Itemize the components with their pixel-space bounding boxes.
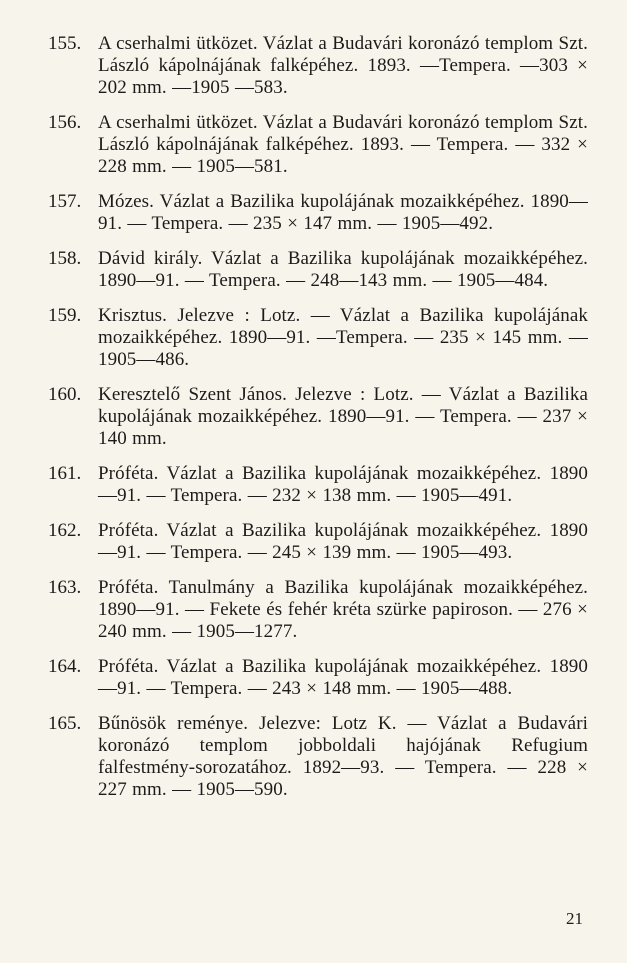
catalog-entry bbox=[48, 33, 588, 99]
catalog-entry bbox=[48, 577, 588, 643]
entry-number: 156. bbox=[48, 112, 82, 133]
entry-text: Krisztus. Jelezve : Lotz. — Vázlat a Bazilika kupolájának mozaikképéhez. 1890—91. —Tempera. — 235 × 145 mm. — 1905—486. bbox=[98, 305, 588, 370]
catalog-entry bbox=[48, 520, 588, 564]
catalog-entry bbox=[48, 463, 588, 507]
catalog-entry bbox=[48, 713, 588, 801]
catalog-entry bbox=[48, 112, 588, 178]
entry-number: 158. bbox=[48, 248, 82, 269]
page-number: 21 bbox=[566, 909, 583, 928]
catalog-entry bbox=[48, 191, 588, 235]
entry-text: Próféta. Vázlat a Bazilika kupolájának mozaikképéhez. 1890—91. — Tempera. — 245 × 139 mm. — 1905—493. bbox=[98, 520, 588, 563]
entry-text: Dávid király. Vázlat a Bazilika kupolájának mozaikképéhez. 1890—91. — Tempera. — 248—143 mm. — 1905—484. bbox=[98, 248, 588, 291]
entry-number: 155. bbox=[48, 33, 82, 54]
entry-text: Próféta. Vázlat a Bazilika kupolájának mozaikképéhez. 1890—91. — Tempera. — 243 × 148 mm. — 1905—488. bbox=[98, 656, 588, 699]
entry-text: Bűnösök reménye. Jelezve: Lotz K. — Vázlat a Budavári koronázó templom jobboldali hajójának Refugium falfestmény-sorozatához. 1892—93. — Tempera. — 228 × 227 mm. — 1905—590. bbox=[98, 713, 588, 800]
entry-number: 164. bbox=[48, 656, 82, 677]
entry-text: A cserhalmi ütközet. Vázlat a Budavári koronázó templom Szt. László kápolnájának falképéhez. 1893. —Tempera. —303 × 202 mm. —1905 —583. bbox=[98, 33, 588, 98]
catalog-list bbox=[48, 33, 588, 814]
entry-number: 162. bbox=[48, 520, 82, 541]
entry-number: 165. bbox=[48, 713, 82, 734]
entry-number: 160. bbox=[48, 384, 82, 405]
catalog-entry bbox=[48, 305, 588, 371]
entry-number: 159. bbox=[48, 305, 82, 326]
entry-number: 157. bbox=[48, 191, 82, 212]
entry-text: Próféta. Vázlat a Bazilika kupolájának mozaikképéhez. 1890—91. — Tempera. — 232 × 138 mm. — 1905—491. bbox=[98, 463, 588, 506]
entry-text: Próféta. Tanulmány a Bazilika kupolájának mozaikképéhez. 1890—91. — Fekete és fehér kréta szürke papiroson. — 276 × 240 mm. — 1905—1277. bbox=[98, 577, 588, 642]
catalog-entry bbox=[48, 656, 588, 700]
catalog-entry bbox=[48, 248, 588, 292]
catalog-entry bbox=[48, 384, 588, 450]
entry-text: A cserhalmi ütközet. Vázlat a Budavári koronázó templom Szt. László kápolnájának falképéhez. 1893. — Tempera. — 332 × 228 mm. — 1905—581. bbox=[98, 112, 588, 177]
entry-number: 161. bbox=[48, 463, 82, 484]
entry-text: Mózes. Vázlat a Bazilika kupolájának mozaikképéhez. 1890—91. — Tempera. — 235 × 147 mm. — 1905—492. bbox=[98, 191, 588, 234]
entry-text: Keresztelő Szent János. Jelezve : Lotz. — Vázlat a Bazilika kupolájának mozaikképéhez. 1890—91. — Tempera. — 237 × 140 mm. bbox=[98, 384, 588, 449]
entry-number: 163. bbox=[48, 577, 82, 598]
